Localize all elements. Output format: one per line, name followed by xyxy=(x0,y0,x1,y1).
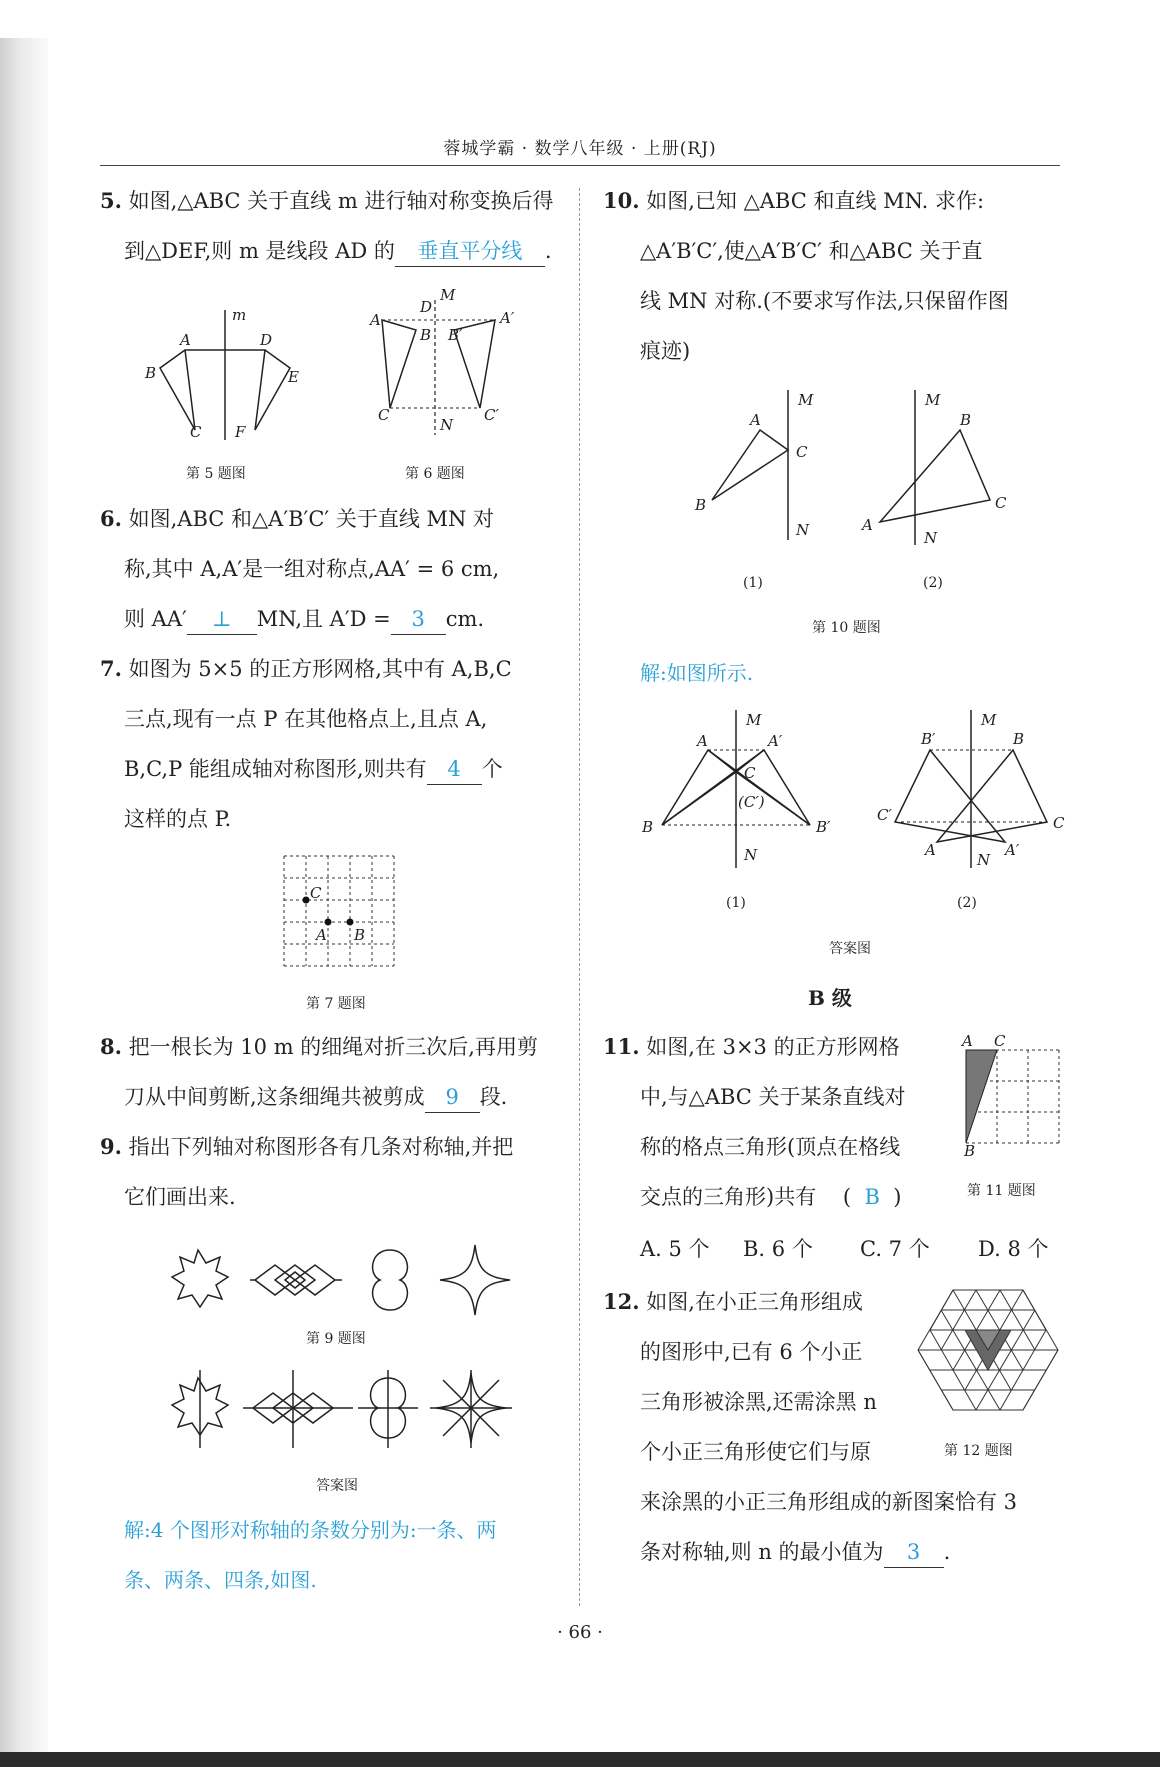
q5-answer: 垂直平分线 xyxy=(395,236,545,267)
q5-text2-end: . xyxy=(544,239,552,263)
svg-text:N: N xyxy=(744,846,758,864)
q8-text2b: 段. xyxy=(479,1085,508,1109)
fig10-1 xyxy=(690,390,820,545)
fig11-caption: 第 11 题图 xyxy=(967,1183,1036,1199)
svg-text:M: M xyxy=(440,286,456,304)
q6-answer2: 3 xyxy=(391,604,446,635)
q7-text3b: 个 xyxy=(481,757,503,781)
q9-line1 xyxy=(100,1122,513,1172)
q8-number: 8. xyxy=(100,1034,122,1059)
svg-text:B′: B′ xyxy=(921,730,936,748)
svg-text:C: C xyxy=(744,764,756,782)
q6-line1 xyxy=(100,494,494,544)
fig12-triangle-grid xyxy=(918,1288,1060,1414)
svg-text:A′: A′ xyxy=(500,309,515,327)
bottom-bar xyxy=(0,1752,1160,1767)
svg-text:N: N xyxy=(440,416,454,434)
q11-paren-close: ) xyxy=(893,1185,902,1209)
svg-text:M: M xyxy=(925,391,941,409)
q10-solution: 解:如图所示. xyxy=(640,661,754,685)
q5-line2 xyxy=(124,226,552,276)
q9-solution2: 条、两条、四条,如图. xyxy=(124,1568,317,1592)
fig7-caption: 第 7 题图 xyxy=(306,996,366,1012)
q6-number: 6. xyxy=(100,506,122,531)
q11-text4: 交点的三角形)共有 xyxy=(640,1185,817,1209)
svg-text:A: A xyxy=(316,926,327,944)
q7-line1 xyxy=(100,644,512,694)
fig10-sub2: (2) xyxy=(923,575,943,591)
fig9-caption: 第 9 题图 xyxy=(306,1331,366,1347)
svg-text:A: A xyxy=(370,311,381,329)
svg-text:C′: C′ xyxy=(877,806,892,824)
q11-option-a: A. 5 个 xyxy=(640,1237,710,1261)
svg-text:C′: C′ xyxy=(484,406,499,424)
q5-text2: 到△DEF,则 m 是线段 AD 的 xyxy=(124,239,395,263)
svg-text:B: B xyxy=(420,326,432,344)
q6-line2: 称,其中 A,A′是一组对称点,AA′ = 6 cm, xyxy=(124,557,500,581)
q6-text3a: 则 AA′ xyxy=(124,607,187,631)
q12-line1 xyxy=(603,1277,863,1327)
q5-line1 xyxy=(100,176,553,226)
q7-number: 7. xyxy=(100,656,122,681)
q12-number: 12. xyxy=(603,1289,640,1314)
svg-text:C: C xyxy=(995,494,1007,512)
svg-text:B: B xyxy=(1013,730,1025,748)
q11-option-d: D. 8 个 xyxy=(978,1237,1049,1261)
svg-text:B: B xyxy=(964,1142,976,1160)
book-spine-shadow xyxy=(0,38,48,1767)
svg-text:M: M xyxy=(798,391,814,409)
q8-text2a: 刀从中间剪断,这条细绳共被剪成 xyxy=(124,1085,425,1109)
svg-text:E: E xyxy=(288,368,299,386)
q11-answer: B xyxy=(864,1185,880,1209)
svg-text:C: C xyxy=(796,443,808,461)
q11-line3: 称的格点三角形(顶点在格线 xyxy=(640,1135,901,1159)
svg-text:B: B xyxy=(642,818,654,836)
fig10-sub1: (1) xyxy=(743,575,763,591)
q12-line3: 三角形被涂黑,还需涂黑 n xyxy=(640,1390,877,1414)
q6-text3b: MN,且 A′D = xyxy=(256,607,391,631)
fig10-answer-sub2: (2) xyxy=(957,895,977,911)
q6-text1: 如图,ABC 和△A′B′C′ 关于直线 MN 对 xyxy=(128,507,495,531)
svg-text:A: A xyxy=(862,516,873,534)
svg-text:A′: A′ xyxy=(1005,841,1020,859)
svg-text:m: m xyxy=(232,306,247,324)
q9-solution1: 解:4 个图形对称轴的条数分别为:一条、两 xyxy=(124,1518,497,1542)
svg-text:(C′): (C′) xyxy=(738,793,765,811)
fig10-answer-caption: 答案图 xyxy=(829,941,871,957)
q9-text1: 指出下列轴对称图形各有几条对称轴,并把 xyxy=(128,1135,514,1159)
fig7-grid xyxy=(284,856,396,968)
q6-text3c: cm. xyxy=(445,607,485,631)
svg-text:D: D xyxy=(420,298,433,316)
fig9-shapes xyxy=(170,1245,520,1315)
q10-line4: 痕迹) xyxy=(640,339,691,363)
q11-paren-open: ( xyxy=(842,1185,852,1209)
q12-text6: 条对称轴,则 n 的最小值为 xyxy=(640,1540,884,1564)
page-header: 蓉城学霸 · 数学八年级 · 上册(RJ) xyxy=(443,139,717,159)
fig5-caption: 第 5 题图 xyxy=(186,466,246,482)
fig11-grid xyxy=(962,1032,1062,1160)
svg-text:M: M xyxy=(981,711,997,729)
fig6-caption: 第 6 题图 xyxy=(405,466,465,482)
svg-text:C: C xyxy=(190,423,202,441)
b-level-heading: B 级 xyxy=(808,986,852,1010)
svg-text:M: M xyxy=(746,711,762,729)
q11-line4 xyxy=(640,1172,901,1222)
svg-text:N: N xyxy=(924,529,938,547)
q11-option-c: C. 7 个 xyxy=(860,1237,930,1261)
header-rule xyxy=(100,165,1060,166)
svg-text:C: C xyxy=(994,1032,1006,1050)
svg-text:B: B xyxy=(960,411,972,429)
column-divider xyxy=(579,188,580,1606)
q10-line1 xyxy=(603,176,984,226)
q7-line2: 三点,现有一点 P 在其他格点上,且点 A, xyxy=(124,707,488,731)
fig5-diagram xyxy=(140,300,310,445)
q12-answer: 3 xyxy=(884,1537,944,1568)
svg-text:D: D xyxy=(260,331,273,349)
q7-line4: 这样的点 P. xyxy=(124,807,232,831)
svg-text:N: N xyxy=(977,851,991,869)
fig10-answer-2 xyxy=(875,710,1065,870)
q5-text1: 如图,△ABC 关于直线 m 进行轴对称变换后得 xyxy=(128,189,554,213)
fig10-answer-sub1: (1) xyxy=(726,895,746,911)
svg-text:C: C xyxy=(1053,814,1065,832)
svg-text:B: B xyxy=(695,496,707,514)
fig10-2 xyxy=(860,390,1010,550)
q12-text1: 如图,在小正三角形组成 xyxy=(646,1290,863,1314)
q11-text1: 如图,在 3×3 的正方形网格 xyxy=(646,1035,900,1059)
q9-line2: 它们画出来. xyxy=(124,1185,236,1209)
q12-line6 xyxy=(640,1527,950,1577)
q12-line5: 来涂黑的小正三角形组成的新图案恰有 3 xyxy=(640,1490,1018,1514)
q12-line4: 个小正三角形使它们与原 xyxy=(640,1440,871,1464)
svg-text:B′: B′ xyxy=(448,326,463,344)
q8-line2 xyxy=(124,1072,507,1122)
q11-number: 11. xyxy=(603,1034,640,1059)
fig12-caption: 第 12 题图 xyxy=(944,1443,1013,1459)
q7-text3a: B,C,P 能组成轴对称图形,则共有 xyxy=(124,757,427,781)
fig9-answer-shapes xyxy=(168,1370,513,1450)
q7-line3 xyxy=(124,744,503,794)
q5-number: 5. xyxy=(100,188,122,213)
fig10-answer-1 xyxy=(640,710,840,870)
svg-text:A′: A′ xyxy=(768,732,783,750)
q7-text1: 如图为 5×5 的正方形网格,其中有 A,B,C xyxy=(128,657,512,681)
svg-text:A: A xyxy=(697,732,708,750)
q7-answer: 4 xyxy=(427,754,482,785)
svg-text:C: C xyxy=(378,406,390,424)
svg-text:A: A xyxy=(180,331,191,349)
q11-line2: 中,与△ABC 关于某条直线对 xyxy=(640,1085,906,1109)
page-number: · 66 · xyxy=(557,1622,603,1643)
q8-answer: 9 xyxy=(425,1082,480,1113)
fig10-caption: 第 10 题图 xyxy=(812,620,881,636)
svg-text:C: C xyxy=(310,884,322,902)
svg-text:A: A xyxy=(962,1032,973,1050)
q8-line1 xyxy=(100,1022,538,1072)
q6-line3 xyxy=(124,594,484,644)
q6-answer1: ⊥ xyxy=(187,604,257,635)
q10-line3: 线 MN 对称.(不要求写作法,只保留作图 xyxy=(640,289,1009,313)
fig9-answer-caption: 答案图 xyxy=(316,1478,358,1494)
q12-text6-end: . xyxy=(943,1540,951,1564)
q10-text1: 如图,已知 △ABC 和直线 MN. 求作: xyxy=(646,189,985,213)
fig6-diagram xyxy=(370,286,520,440)
q10-number: 10. xyxy=(603,188,640,213)
svg-text:B: B xyxy=(145,364,157,382)
q11-line1 xyxy=(603,1022,900,1072)
q12-line2: 的图形中,已有 6 个小正 xyxy=(640,1340,863,1364)
svg-text:F: F xyxy=(235,423,246,441)
q8-text1: 把一根长为 10 m 的细绳对折三次后,再用剪 xyxy=(128,1035,538,1059)
svg-text:A: A xyxy=(750,411,761,429)
q10-line2: △A′B′C′,使△A′B′C′ 和△ABC 关于直 xyxy=(640,239,983,263)
svg-text:A: A xyxy=(925,841,936,859)
svg-text:N: N xyxy=(796,521,810,539)
svg-text:B: B xyxy=(354,926,366,944)
svg-text:B′: B′ xyxy=(816,818,831,836)
q9-number: 9. xyxy=(100,1134,122,1159)
q11-option-b: B. 6 个 xyxy=(743,1237,813,1261)
